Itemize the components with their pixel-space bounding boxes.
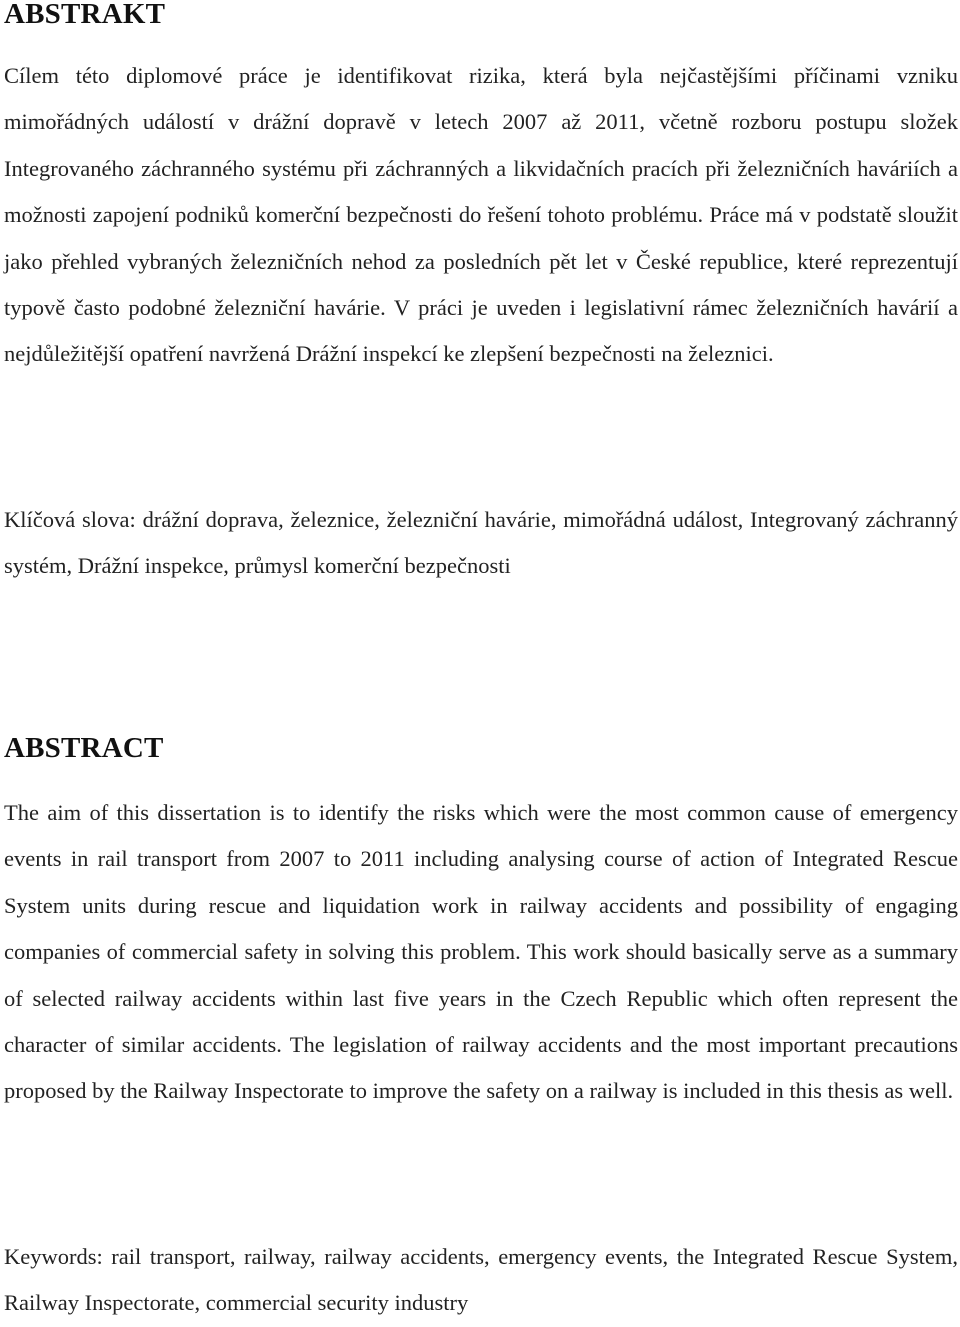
czech-abstract-text: Cílem této diplomové práce je identifikovat rizika, která byla nejčastějšími příčinami vzniku mimořádných událostí v drážní dopravě v letech 2007 až 2011, včetně rozboru postupu složek Integrovaného záchranného systému při záchranných a likvidačních pracích při železničních haváriích a možnosti zapojení podniků komerční bezpečnosti do řešení tohoto problému. Práce má v podstatě sloužit jako přehled vybraných železničních nehod za posledních pět let v České republice, které reprezentují typově často podobné železniční havárie. V práci je uveden i legislativní rámec železničních havárií a nejdůležitější opatření navržená Drážní inspekcí ke zlepšení bezpečnosti na železnici.	[4, 63, 958, 367]
english-abstract-heading: ABSTRACT	[4, 732, 164, 764]
english-keywords: Keywords: rail transport, railway, railway accidents, emergency events, the Integrated Rescue System, Railway Inspectorate, commercial security industry	[4, 1244, 958, 1316]
czech-abstract-heading: ABSTRAKT	[4, 0, 166, 30]
czech-keywords: Klíčová slova: drážní doprava, železnice, železniční havárie, mimořádná událost, Integrovaný záchranný systém, Drážní inspekce, průmysl komerční bezpečnosti	[4, 507, 958, 579]
english-abstract-text: The aim of this dissertation is to identify the risks which were the most common cause of emergency events in rail transport from 2007 to 2011 including analysing course of action of Integrated Rescue System units during rescue and liquidation work in railway accidents and possibility of engaging companies of commercial safety in solving this problem. This work should basically serve as a summary of selected railway accidents within last five years in the Czech Republic which often represent the character of similar accidents. The legislation of railway accidents and the most important precautions proposed by the Railway Inspectorate to improve the safety on a railway is included in this thesis as well.	[4, 800, 958, 1104]
